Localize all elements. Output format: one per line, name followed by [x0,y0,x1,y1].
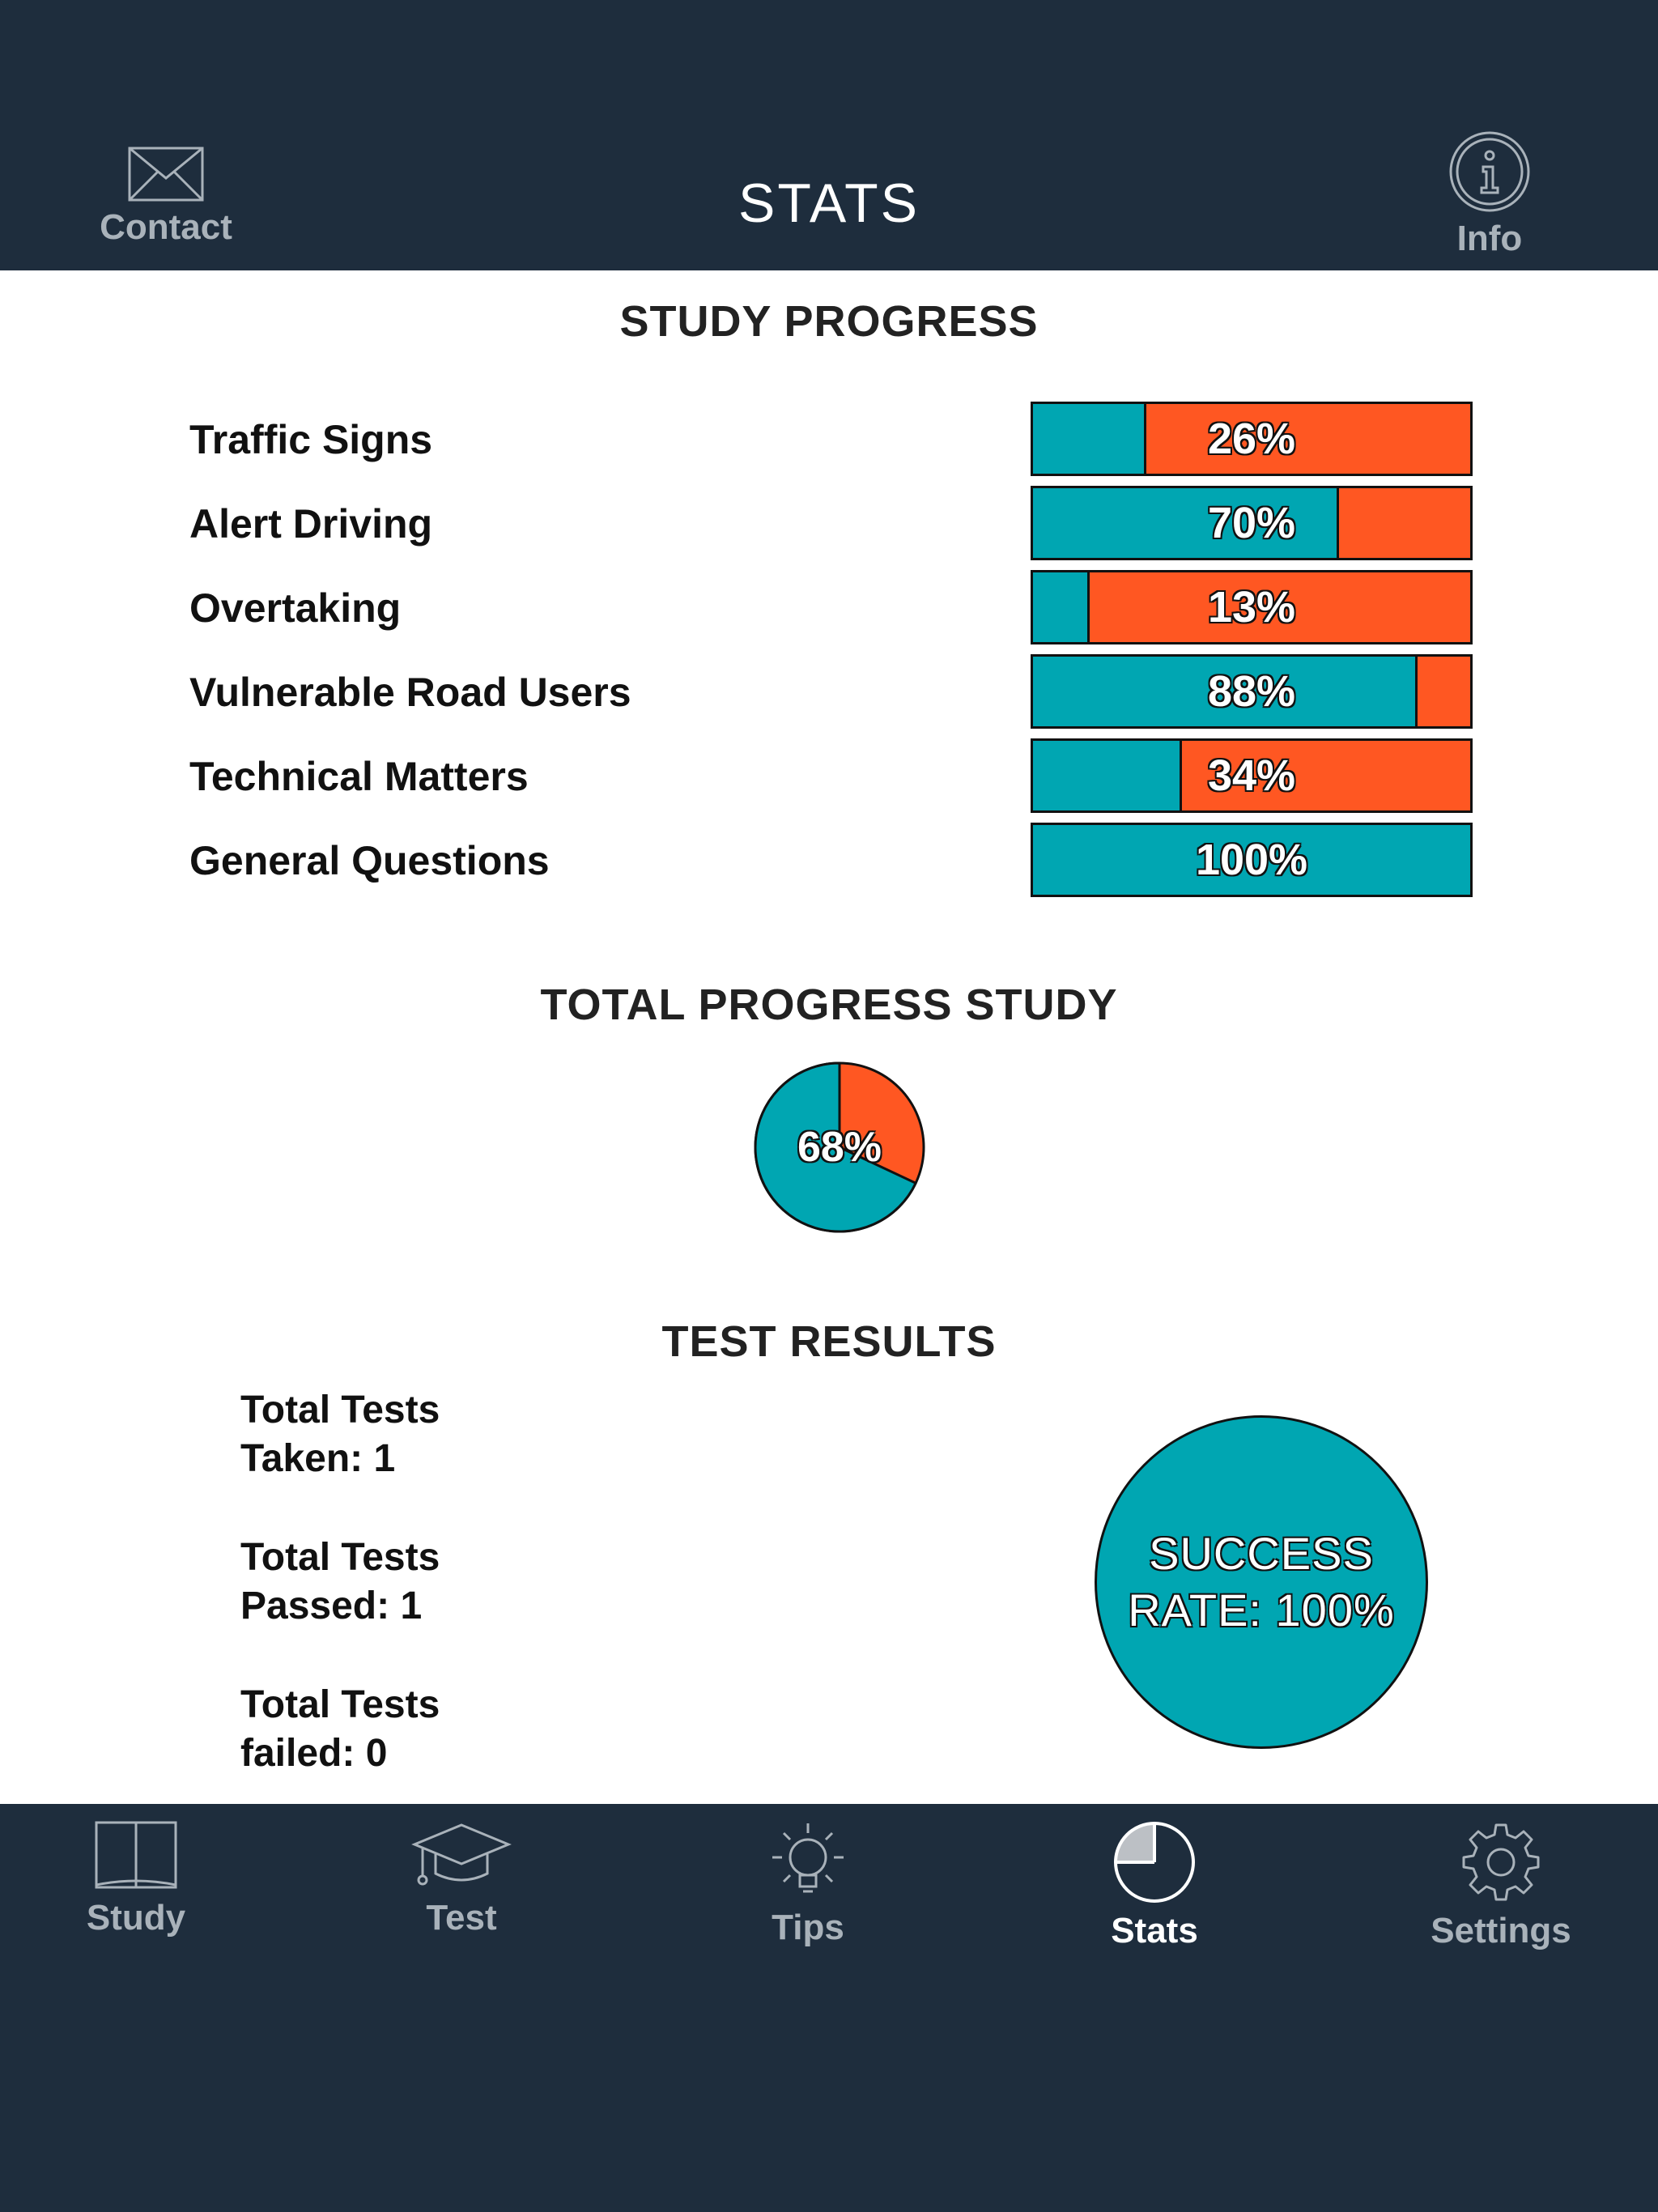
tab-stats-label: Stats [1111,1911,1198,1950]
tab-settings-label: Settings [1431,1911,1571,1950]
tests-taken-line2: Taken: 1 [240,1437,396,1480]
progress-percent: 70% [1207,499,1296,547]
tests-taken-stat [240,1386,726,1483]
tests-failed-stat [240,1681,726,1778]
category-label: Technical Matters [189,754,529,799]
gear-icon [1459,1820,1543,1904]
category-label: Vulnerable Road Users [189,670,631,715]
progress-bar [1031,570,1473,644]
progress-percent: 88% [1207,667,1296,716]
category-label: Overtaking [189,585,402,631]
tests-failed-line2: failed: 0 [240,1732,388,1775]
total-progress-percent: 68% [797,1124,882,1171]
info-label: Info [1456,219,1523,258]
success-rate-circle [1095,1415,1428,1749]
tests-failed-line1: Total Tests [240,1683,440,1726]
progress-percent: 34% [1207,751,1296,800]
graduation-cap-icon [411,1820,512,1891]
test-results-title: TEST RESULTS [661,1317,997,1366]
total-progress-pie [753,1061,926,1234]
success-rate-line2: RATE: 100% [1128,1585,1395,1636]
progress-bar [1031,654,1473,729]
info-button[interactable] [1409,130,1571,259]
contact-label: Contact [100,207,232,247]
category-label: General Questions [189,838,550,883]
progress-bar [1031,823,1473,897]
tests-passed-line2: Passed: 1 [240,1585,423,1627]
tab-study[interactable] [39,1820,233,1938]
category-label: Traffic Signs [189,417,433,462]
progress-bar [1031,738,1473,813]
tests-taken-line1: Total Tests [240,1389,440,1431]
progress-bar [1031,402,1473,476]
tab-tips-label: Tips [772,1908,844,1947]
lightbulb-icon [769,1820,847,1901]
success-rate-line1: SUCCESS [1149,1528,1374,1579]
tab-test[interactable] [364,1820,559,1938]
tab-test-label: Test [426,1898,497,1938]
study-progress-title: STUDY PROGRESS [619,297,1039,346]
tab-tips[interactable] [711,1820,905,1948]
progress-percent: 100% [1195,836,1308,884]
tab-stats[interactable] [1057,1820,1252,1951]
info-icon [1448,130,1532,214]
tab-study-label: Study [86,1898,186,1938]
tests-passed-stat [240,1534,726,1631]
category-label: Alert Driving [189,501,433,547]
progress-percent: 26% [1207,415,1296,463]
tab-settings[interactable] [1404,1820,1598,1951]
progress-percent: 13% [1207,583,1296,632]
tests-passed-line1: Total Tests [240,1536,440,1579]
page-title: STATS [738,172,920,234]
total-progress-title: TOTAL PROGRESS STUDY [540,981,1118,1029]
progress-bar [1031,486,1473,560]
pie-chart-icon [1112,1820,1197,1904]
book-icon [94,1820,178,1891]
